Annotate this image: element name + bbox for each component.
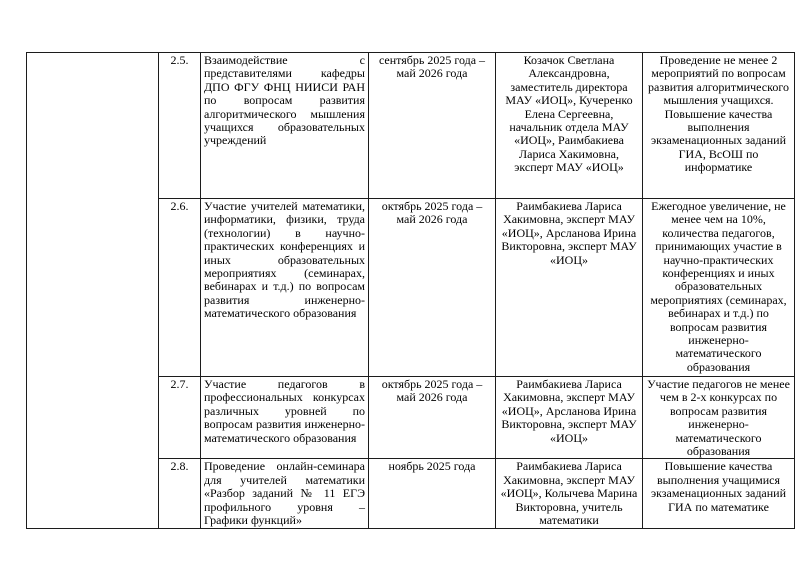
period-cell: октябрь 2025 года – май 2026 года — [369, 199, 496, 377]
responsible-cell: Козачок Светлана Александровна, заместитель директора МАУ «ИОЦ», Кучеренко Елена Сергеевна, начальник отдела МАУ «ИОЦ», Раимбакиева Лариса Хакимовна, эксперт МАУ «ИОЦ» — [496, 53, 643, 199]
activity-cell: Участие учителей математики, информатики, физики, труда (технологии) в научно-практических конференциях и иных образовательных мероприятиях (семинарах, вебинарах и т.д.) по вопросам развития инженерно-математического образования — [201, 199, 369, 377]
table-row — [27, 53, 795, 199]
row-number-cell: 2.5. — [159, 53, 201, 199]
result-cell: Проведение не менее 2 мероприятий по вопросам развития алгоритмического мышления учащихся. Повышение качества выполнения экзаменационных заданий ГИА, ВсОШ по информатике — [643, 53, 795, 199]
activity-cell: Взаимодействие с представителями кафедры ДПО ФГУ ФНЦ НИИСИ РАН по вопросам развития алгоритмического мышления учащихся образовательных учреждений — [201, 53, 369, 199]
activity-cell: Проведение онлайн-семинара для учителей математики «Разбор заданий № 11 ЕГЭ профильного уровня – Графики функций» — [201, 459, 369, 529]
responsible-cell: Раимбакиева Лариса Хакимовна, эксперт МАУ «ИОЦ», Арсланова Ирина Викторовна, эксперт МАУ «ИОЦ» — [496, 199, 643, 377]
result-cell: Ежегодное увеличение, не менее чем на 10%, количества педагогов, принимающих участие в научно-практических конференциях и иных образовательных мероприятиях (семинарах, вебинарах и т.д.) по вопросам развития инженерно-математического образования — [643, 199, 795, 377]
row-number-cell: 2.8. — [159, 459, 201, 529]
responsible-cell: Раимбакиева Лариса Хакимовна, эксперт МАУ «ИОЦ», Колычева Марина Викторовна, учитель математики — [496, 459, 643, 529]
row-number-cell: 2.7. — [159, 377, 201, 459]
result-cell: Участие педагогов не менее чем в 2-х конкурсах по вопросам развития инженерно-математического образования — [643, 377, 795, 459]
row-number-cell: 2.6. — [159, 199, 201, 377]
period-cell: ноябрь 2025 года — [369, 459, 496, 529]
period-cell: сентябрь 2025 года – май 2026 года — [369, 53, 496, 199]
plan-table — [26, 52, 795, 529]
period-cell: октябрь 2025 года – май 2026 года — [369, 377, 496, 459]
activity-cell: Участие педагогов в профессиональных конкурсах различных уровней по вопросам развития инженерно-математического образования — [201, 377, 369, 459]
result-cell: Повышение качества выполнения учащимися экзаменационных заданий ГИА по математике — [643, 459, 795, 529]
merged-left-cell — [27, 53, 159, 529]
responsible-cell: Раимбакиева Лариса Хакимовна, эксперт МАУ «ИОЦ», Арсланова Ирина Викторовна, эксперт МАУ «ИОЦ» — [496, 377, 643, 459]
